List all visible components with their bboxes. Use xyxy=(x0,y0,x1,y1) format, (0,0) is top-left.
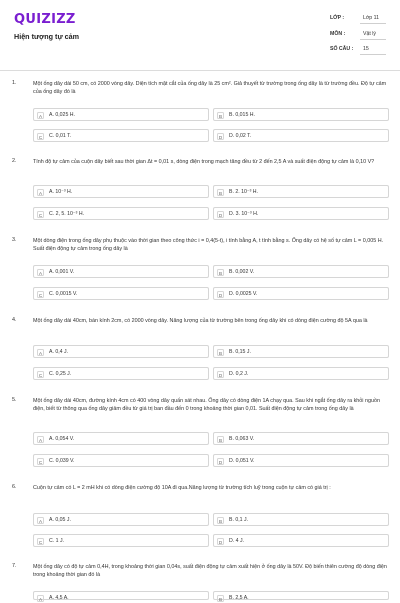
option-text: C. 0,0015 V. xyxy=(49,291,78,298)
option-letter: C xyxy=(38,372,43,378)
option-letter: C xyxy=(38,212,43,218)
option-text: A. 0,025 H. xyxy=(49,112,75,119)
option-letter: B xyxy=(218,270,223,276)
option-a[interactable] xyxy=(33,345,209,358)
meta-subject-label: MÔN : xyxy=(330,31,346,37)
option-a[interactable] xyxy=(33,432,209,445)
option-letter: C xyxy=(38,292,43,298)
option-b[interactable] xyxy=(213,265,389,278)
meta-line xyxy=(360,54,386,55)
meta-class-value: Lớp 11 xyxy=(363,15,379,21)
meta-line xyxy=(360,23,386,24)
option-b[interactable] xyxy=(213,432,389,445)
option-c[interactable] xyxy=(33,367,209,380)
option-c[interactable] xyxy=(33,454,209,467)
option-letter: D xyxy=(218,212,223,218)
option-b[interactable] xyxy=(213,185,389,198)
option-letter: B xyxy=(218,113,223,119)
question-number: 5. xyxy=(12,397,17,403)
option-a[interactable] xyxy=(33,185,209,198)
option-d[interactable] xyxy=(213,129,389,142)
option-text: A. 0,001 V. xyxy=(49,269,75,276)
option-text: A. 4,5 A. xyxy=(49,595,69,602)
option-text: B. 2,5 A. xyxy=(229,595,249,602)
option-text: A. 0,05 J. xyxy=(49,517,71,524)
question-number: 2. xyxy=(12,158,17,164)
option-a[interactable] xyxy=(33,108,209,121)
option-text: C. 2, 5. 10⁻³ H. xyxy=(49,211,85,218)
meta-count-value: 15 xyxy=(363,46,369,52)
option-letter: A xyxy=(38,350,43,356)
option-text: B. 0,002 V. xyxy=(229,269,255,276)
option-letter: A xyxy=(38,270,43,276)
option-d[interactable] xyxy=(213,207,389,220)
option-letter: C xyxy=(38,539,43,545)
option-letter: B xyxy=(218,518,223,524)
option-c[interactable] xyxy=(33,534,209,547)
option-text: C. 0,25 J. xyxy=(49,371,72,378)
option-letter: D xyxy=(218,459,223,465)
option-letter: B xyxy=(218,596,223,602)
option-text: A. 0,4 J. xyxy=(49,349,69,356)
option-text: D. 0,0025 V. xyxy=(229,291,258,298)
question-text: Cuộn tự cảm có L = 2 mH khi có dòng điện cường độ 10A đi qua.Năng lượng từ trường tích luỹ trong cuộn tự cảm có giá trị : xyxy=(33,485,331,491)
option-a[interactable] xyxy=(33,591,209,600)
option-letter: B xyxy=(218,350,223,356)
header-divider xyxy=(0,70,400,71)
question-text: Một dòng điện trong ống dây phụ thuộc vào thời gian theo công thức i = 0,4(5-t), i tính bằng A, t tính bằng s. Ống dây có hệ số tự cảm L = 0,005 H. Suất điện động tự cảm trong ống dây là xyxy=(33,238,384,253)
option-text: D. 4 J. xyxy=(229,538,244,545)
meta-count-label: SỐ CÂU : xyxy=(330,46,354,52)
question-text: Một ống dây dài 40cm, đường kính 4cm có 400 vòng dây quấn sát nhau. Ống dây có dòng điện 1A chạy qua. Sau khi ngắt ống dây ra khỏi nguồn điện, biết từ thông qua ống dây giảm đều từ giá trị ban đầu đến 0 trong khoảng thời gian 0,01. Suất điện động tự cảm trong ống dây là xyxy=(33,398,380,413)
option-b[interactable] xyxy=(213,513,389,526)
option-text: C. 1 J. xyxy=(49,538,64,545)
option-letter: B xyxy=(218,190,223,196)
option-letter: C xyxy=(38,134,43,140)
option-d[interactable] xyxy=(213,454,389,467)
option-c[interactable] xyxy=(33,129,209,142)
option-letter: A xyxy=(38,518,43,524)
option-d[interactable] xyxy=(213,287,389,300)
option-text: D. 3. 10⁻³ H. xyxy=(229,211,259,218)
option-text: D. 0,051 V. xyxy=(229,458,255,465)
question-text: Một ống dây dài 50 cm, có 2000 vòng dây. Diện tích mặt cắt của ống dây là 25 cm². Giả thuyết từ trường trong ống dây là từ trường đều. Độ tự cảm của ống dây đó là xyxy=(33,81,387,96)
option-b[interactable] xyxy=(213,591,389,600)
option-letter: D xyxy=(218,134,223,140)
option-text: D. 0,2 J. xyxy=(229,371,249,378)
question-number: 6. xyxy=(12,484,17,490)
option-text: A. 0,054 V. xyxy=(49,436,75,443)
option-text: B. 2. 10⁻³ H. xyxy=(229,189,258,196)
option-a[interactable] xyxy=(33,513,209,526)
option-letter: D xyxy=(218,292,223,298)
option-text: A. 10⁻³ H. xyxy=(49,189,73,196)
question-text: Một ống dây dài 40cm, bán kính 2cm, có 2000 vòng dây. Năng lượng của từ trường bên trong ống dây khi có dòng điện cường độ 5A qua là xyxy=(33,318,368,324)
option-text: B. 0,015 H. xyxy=(229,112,255,119)
option-a[interactable] xyxy=(33,265,209,278)
option-letter: A xyxy=(38,437,43,443)
option-b[interactable] xyxy=(213,108,389,121)
option-letter: C xyxy=(38,459,43,465)
option-letter: A xyxy=(38,113,43,119)
question-number: 1. xyxy=(12,80,17,86)
meta-line xyxy=(360,39,386,40)
option-c[interactable] xyxy=(33,207,209,220)
option-c[interactable] xyxy=(33,287,209,300)
question-number: 7. xyxy=(12,563,17,569)
question-number: 3. xyxy=(12,237,17,243)
quizizz-logo: QUIZIZZ xyxy=(14,12,76,27)
option-text: C. 0,039 V. xyxy=(49,458,75,465)
meta-subject-value: Vật lý xyxy=(363,31,376,37)
worksheet-header xyxy=(0,0,400,66)
option-b[interactable] xyxy=(213,345,389,358)
option-text: B. 0,063 V. xyxy=(229,436,255,443)
meta-class-label: LỚP : xyxy=(330,15,345,21)
option-text: B. 0,1 J. xyxy=(229,517,249,524)
option-letter: D xyxy=(218,372,223,378)
option-text: C. 0,01 T. xyxy=(49,133,72,140)
option-d[interactable] xyxy=(213,534,389,547)
question-text: Tính độ tự cảm của cuộn dây biết sau thời gian Δt = 0,01 s, dòng điện trong mạch tăng đều từ 2 đến 2,5 A và suất điện động tự cảm là 0,10 V? xyxy=(33,159,375,165)
option-letter: A xyxy=(38,190,43,196)
option-d[interactable] xyxy=(213,367,389,380)
question-text: Một ống dây có độ tự cảm 0,4H, trong khoảng thời gian 0,04s, suất điện động tự cảm xuất hiện ở ống dây là 50V. Độ biến thiên cường độ dòng điện trong khoảng thời gian đó là xyxy=(33,564,387,579)
question-number: 4. xyxy=(12,317,17,323)
option-text: D. 0,02 T. xyxy=(229,133,252,140)
worksheet-title: Hiện tượng tự cảm xyxy=(14,32,80,41)
option-letter: D xyxy=(218,539,223,545)
option-text: B. 0,15 J. xyxy=(229,349,251,356)
option-letter: B xyxy=(218,437,223,443)
option-letter: A xyxy=(38,596,43,602)
